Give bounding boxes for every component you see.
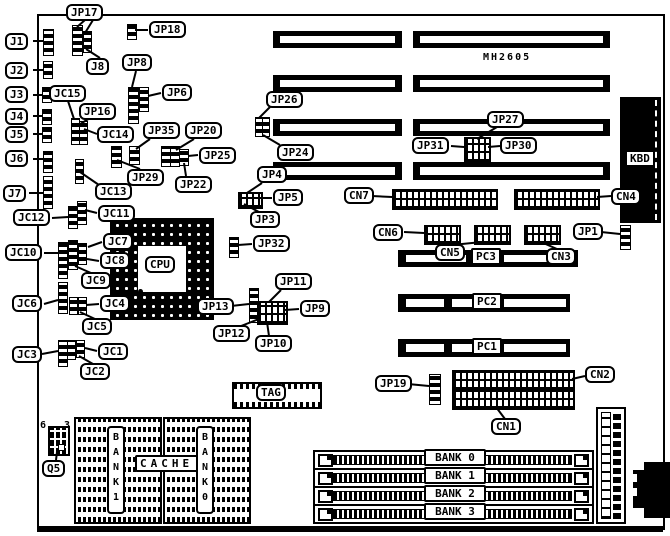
callout-jp3: JP3 [250, 211, 280, 228]
callout-jp31: JP31 [412, 137, 449, 154]
simm-bank2-label: BANK 2 [424, 485, 486, 502]
callout-j2: J2 [5, 62, 28, 79]
callout-jp10: JP10 [255, 335, 292, 352]
callout-jp17: JP17 [66, 4, 103, 21]
callout-kbd: KBD [625, 150, 655, 167]
callout-cn1: CN1 [491, 418, 521, 435]
callout-jc13: JC13 [95, 183, 132, 200]
callout-cn2: CN2 [585, 366, 615, 383]
callout-jc10: JC10 [5, 244, 42, 261]
callout-jp32: JP32 [253, 235, 290, 252]
callout-jc4: JC4 [100, 295, 130, 312]
callout-jc2: JC2 [80, 363, 110, 380]
simm-bank1-label: BANK 1 [424, 467, 486, 484]
q5-pin-3-label: 3 [64, 420, 71, 431]
callout-jc15: JC15 [49, 85, 86, 102]
cache-bank1-label: BANK1 [107, 426, 125, 514]
callout-jp8: JP8 [122, 54, 152, 71]
callout-jp18: JP18 [149, 21, 186, 38]
callout-jp12: JP12 [213, 325, 250, 342]
callout-cn6: CN6 [373, 224, 403, 241]
callout-jc3: JC3 [12, 346, 42, 363]
callout-j7: J7 [3, 185, 26, 202]
callout-cn4: CN4 [611, 188, 641, 205]
callout-jc14: JC14 [97, 126, 134, 143]
callout-cpu: CPU [145, 256, 175, 273]
callout-jp16: JP16 [79, 103, 116, 120]
callout-jp9: JP9 [300, 300, 330, 317]
callout-jp26: JP26 [266, 91, 303, 108]
callout-jc7: JC7 [103, 233, 133, 250]
callout-cache: CACHE [135, 455, 198, 472]
callout-jp6: JP6 [162, 84, 192, 101]
callout-pc1: PC1 [472, 338, 502, 355]
callout-jp27: JP27 [487, 111, 524, 128]
callout-cn5: CN5 [435, 244, 465, 261]
callout-j5: J5 [5, 126, 28, 143]
simm-bank3-label: BANK 3 [424, 503, 486, 520]
callout-pc2: PC2 [472, 293, 502, 310]
callout-j4: J4 [5, 108, 28, 125]
callout-jp20: JP20 [185, 122, 222, 139]
callout-cn3: CN3 [546, 248, 576, 265]
callout-j3: J3 [5, 86, 28, 103]
callout-j8: J8 [86, 58, 109, 75]
callout-jp4: JP4 [257, 166, 287, 183]
callout-cn7: CN7 [344, 187, 374, 204]
callout-jc1: JC1 [98, 343, 128, 360]
callout-jp25: JP25 [199, 147, 236, 164]
callout-jp19: JP19 [375, 375, 412, 392]
callout-pc3: PC3 [471, 248, 501, 265]
callout-jp24: JP24 [277, 144, 314, 161]
callout-jp29: JP29 [127, 169, 164, 186]
callout-j1: J1 [5, 33, 28, 50]
callout-jp13: JP13 [197, 298, 234, 315]
callout-j6: J6 [5, 150, 28, 167]
callout-jc12: JC12 [13, 209, 50, 226]
q5-pin-6-label: 6 [40, 420, 47, 431]
chip-label-mh2605: MH2605 [483, 52, 532, 63]
callout-jc11: JC11 [98, 205, 135, 222]
callout-jc8: JC8 [100, 252, 130, 269]
callout-jp11: JP11 [275, 273, 312, 290]
callout-tag: TAG [256, 384, 286, 401]
callout-jp35: JP35 [143, 122, 180, 139]
callout-jp5: JP5 [273, 189, 303, 206]
callout-jp30: JP30 [500, 137, 537, 154]
callout-jc9: JC9 [81, 272, 111, 289]
callout-q5: Q5 [42, 460, 65, 477]
cache-bank0-label: BANK0 [196, 426, 214, 514]
simm-bank0-label: BANK 0 [424, 449, 486, 466]
callout-jc5: JC5 [82, 318, 112, 335]
callout-jp22: JP22 [175, 176, 212, 193]
callout-jp1: JP1 [573, 223, 603, 240]
callout-jc6: JC6 [12, 295, 42, 312]
